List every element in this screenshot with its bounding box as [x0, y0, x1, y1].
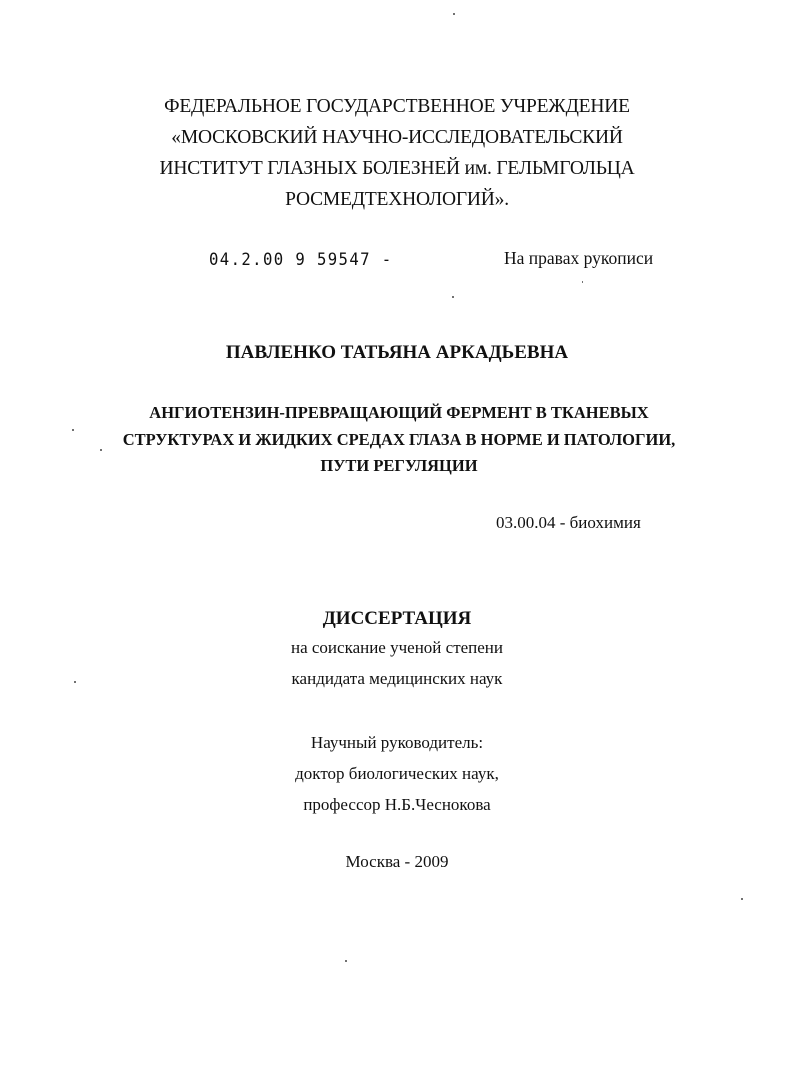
registration-code-stamp: 04.2.00 9 59547 - [209, 250, 393, 270]
scan-speck [72, 429, 74, 431]
title-line-1: АНГИОТЕНЗИН-ПРЕВРАЩАЮЩИЙ ФЕРМЕНТ В ТКАНЕВЫХ [149, 403, 649, 422]
scan-speck [453, 13, 455, 15]
dissertation-title [2, 400, 794, 480]
scan-speck [452, 296, 454, 298]
institution-header [0, 91, 794, 215]
scan-speck [100, 449, 102, 451]
title-line-2: СТРУКТУРАХ И ЖИДКИХ СРЕДАХ ГЛАЗА В НОРМЕ И ПАТОЛОГИИ, [122, 429, 676, 449]
specialty-code: 03.00.04 - биохимия [496, 513, 641, 532]
supervisor-line-1: Научный руководитель: [310, 733, 484, 752]
degree-line-2: кандидата медицинских наук [291, 669, 503, 688]
institution-line-2: «МОСКОВСКИЙ НАУЧНО-ИССЛЕДОВАТЕЛЬСКИЙ [171, 127, 623, 148]
supervisor-line-3: профессор Н.Б.Чеснокова [303, 795, 491, 814]
scan-speck [345, 960, 347, 962]
supervisor-line-2: доктор биологических наук, [295, 764, 499, 783]
institution-line-4: РОСМЕДТЕХНОЛОГИЙ». [285, 189, 509, 210]
author-name: ПАВЛЕНКО ТАТЬЯНА АРКАДЬЕВНА [225, 342, 569, 363]
dissertation-heading: ДИССЕРТАЦИЯ [322, 608, 472, 629]
title-line-3: ПУТИ РЕГУЛЯЦИИ [320, 456, 478, 475]
degree-line-1: на соискание ученой степени [290, 638, 504, 657]
institution-line-3: ИНСТИТУТ ГЛАЗНЫХ БОЛЕЗНЕЙ им. ГЕЛЬМГОЛЬЦА [159, 158, 635, 179]
city-year: Москва - 2009 [345, 852, 449, 871]
scan-speck [74, 681, 76, 683]
scan-speck [741, 898, 743, 900]
scan-speck [582, 281, 583, 283]
supervisor-block [0, 727, 794, 820]
dissertation-block [0, 606, 794, 694]
institution-line-1: ФЕДЕРАЛЬНОЕ ГОСУДАРСТВЕННОЕ УЧРЕЖДЕНИЕ [164, 96, 630, 117]
manuscript-rights-note: На правах рукописи [504, 248, 654, 268]
